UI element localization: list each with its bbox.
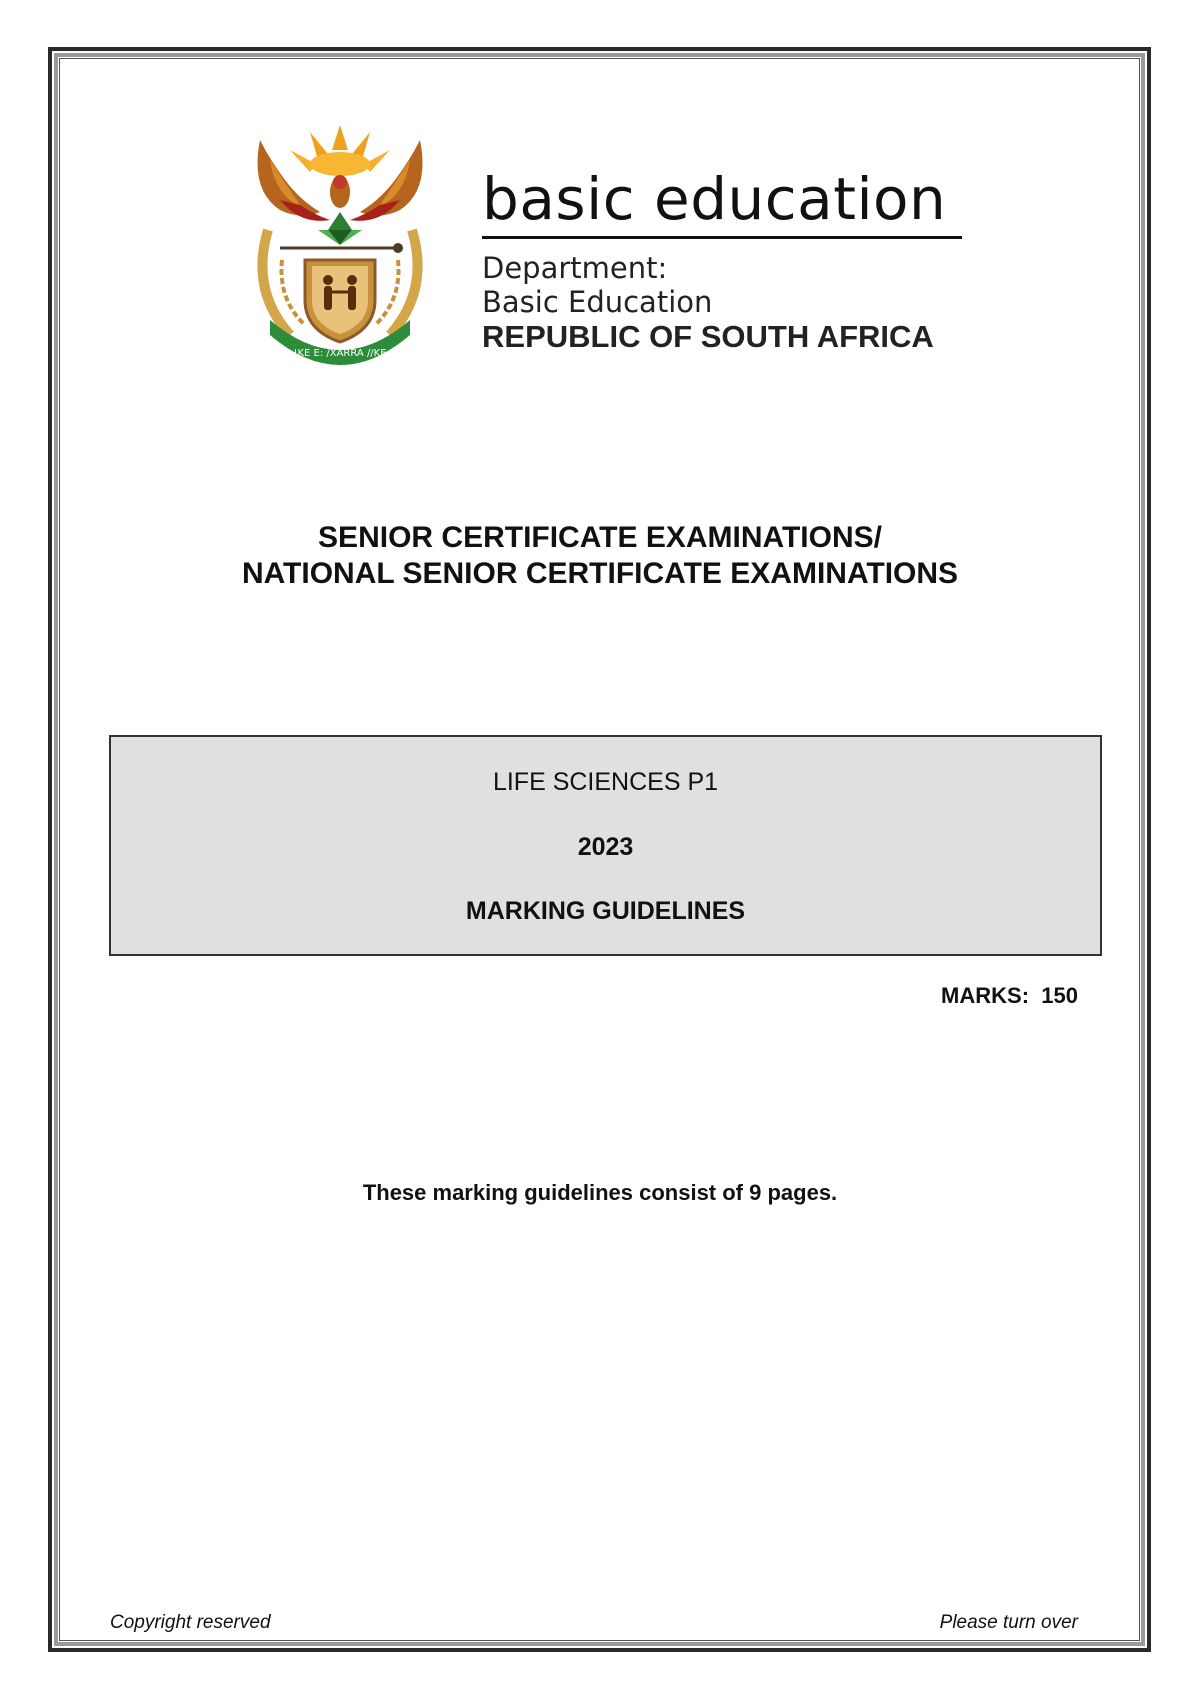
department-name: Basic Education bbox=[482, 285, 713, 319]
brand-name: basic education bbox=[482, 165, 947, 233]
footer-turn-over: Please turn over bbox=[939, 1612, 1078, 1633]
sun-icon bbox=[290, 125, 390, 176]
subject-name: LIFE SCIENCES P1 bbox=[492, 768, 719, 796]
document-type: MARKING GUIDELINES bbox=[465, 897, 746, 925]
exam-title bbox=[100, 520, 1100, 592]
brand-block bbox=[482, 165, 962, 355]
marks-total bbox=[941, 983, 1078, 1009]
brand-divider bbox=[482, 236, 962, 239]
pages-note: These marking guidelines consist of 9 pages. bbox=[362, 1180, 838, 1205]
marks-value: 150 bbox=[1041, 983, 1078, 1008]
country-name: REPUBLIC OF SOUTH AFRICA bbox=[482, 319, 934, 354]
bird-head-icon bbox=[318, 175, 362, 245]
shield-icon bbox=[305, 260, 375, 342]
footer-copyright: Copyright reserved bbox=[110, 1612, 271, 1633]
coat-of-arms-icon bbox=[240, 120, 440, 370]
subject-box bbox=[109, 735, 1102, 956]
department-label: Department: bbox=[482, 251, 668, 285]
svg-text:!KE E: /XARRA //KE: !KE E: /XARRA //KE bbox=[293, 348, 387, 359]
marks-label: MARKS: bbox=[941, 983, 1030, 1008]
exam-year: 2023 bbox=[577, 833, 634, 861]
exam-title-line2: NATIONAL SENIOR CERTIFICATE EXAMINATIONS bbox=[241, 557, 959, 590]
exam-title-line1: SENIOR CERTIFICATE EXAMINATIONS/ bbox=[318, 521, 882, 554]
